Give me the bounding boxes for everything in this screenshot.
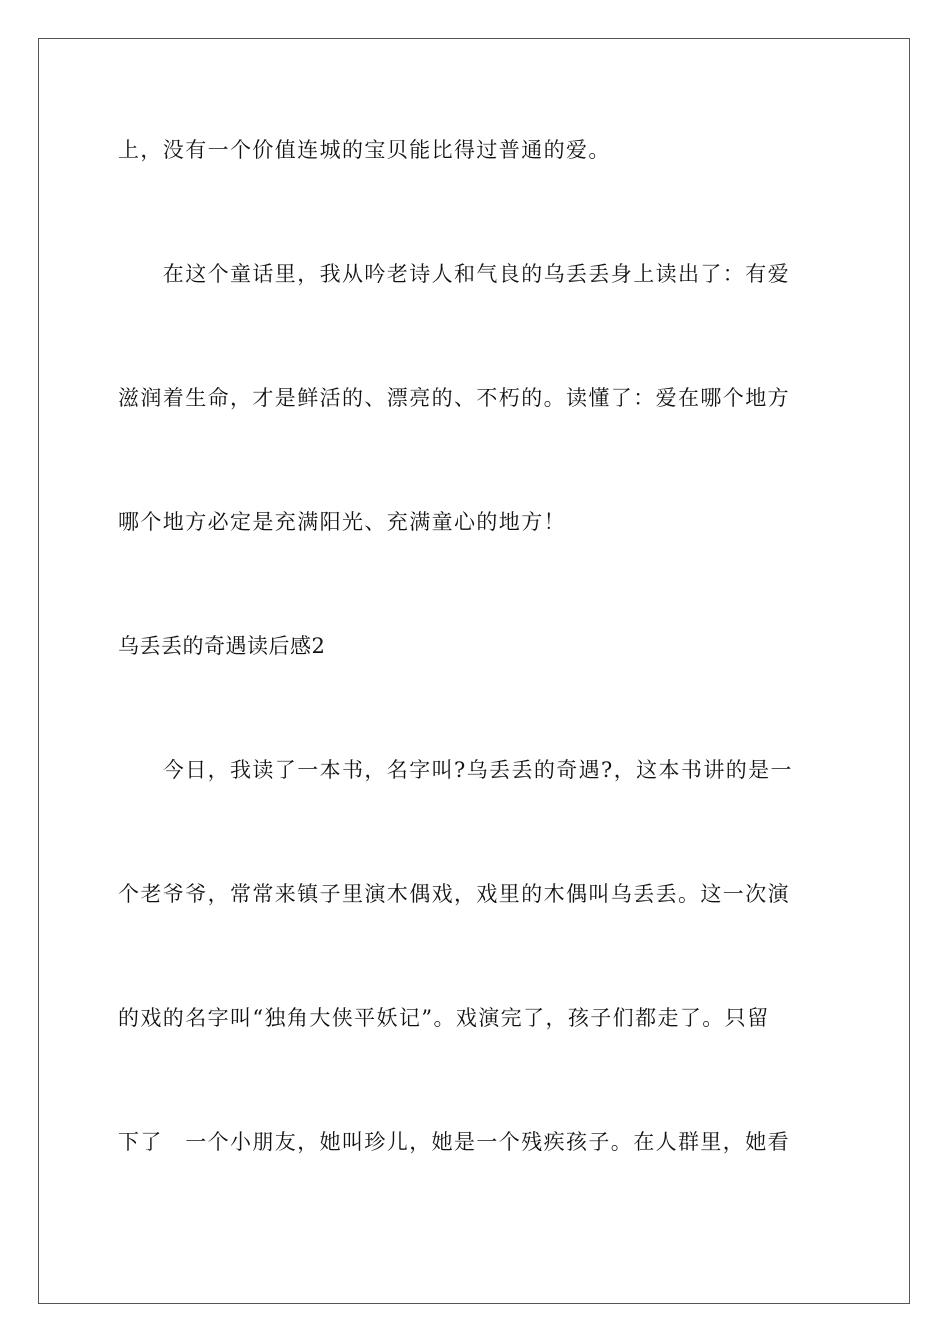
paragraph-line-6: 个老爷爷，常常来镇子里演木偶戏，戏里的木偶叫乌丢丢。这一次演 — [118, 882, 790, 906]
paragraph-line-4: 哪个地方必定是充满阳光、充满童心的地方！ — [118, 510, 566, 534]
paragraph-line-5: 今日，我读了一本书，名字叫?乌丢丢的奇遇?，这本书讲的是一 — [118, 758, 793, 782]
section-heading: 乌丢丢的奇遇读后感2 — [118, 634, 326, 658]
paragraph-line-1: 上，没有一个价值连城的宝贝能比得过普通的爱。 — [118, 138, 611, 162]
page-border — [38, 38, 910, 1304]
paragraph-line-2: 在这个童话里，我从吟老诗人和气良的乌丢丢身上读出了：有爱 — [118, 262, 790, 286]
paragraph-line-7: 的戏的名字叫“独角大侠平妖记”。戏演完了，孩子们都走了。只留 — [118, 1006, 770, 1030]
paragraph-line-3: 滋润着生命，才是鲜活的、漂亮的、不朽的。读懂了：爱在哪个地方 — [118, 386, 790, 410]
paragraph-line-8: 下了 一个小朋友，她叫珍儿，她是一个残疾孩子。在人群里，她看 — [118, 1130, 790, 1154]
